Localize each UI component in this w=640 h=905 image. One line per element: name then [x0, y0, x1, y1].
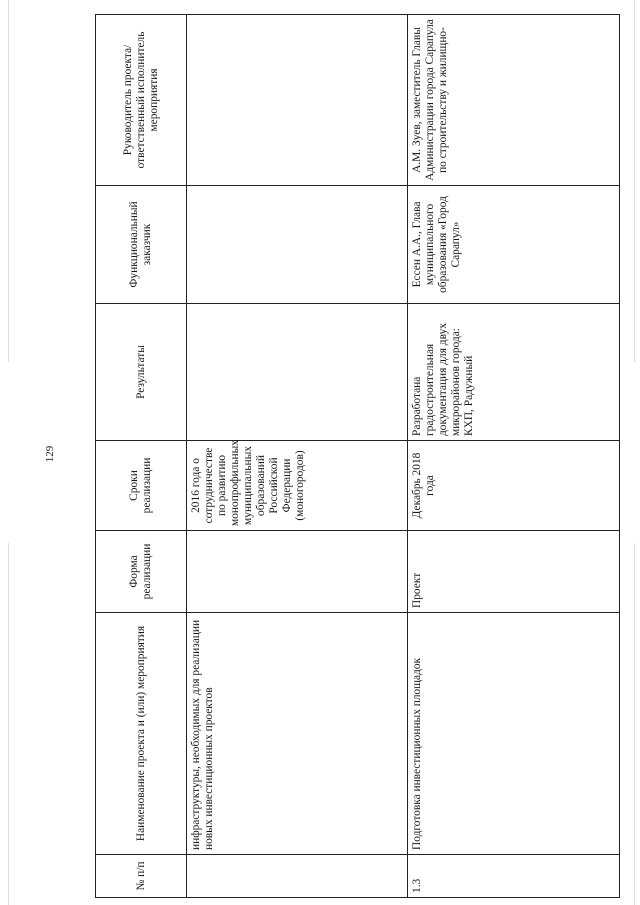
row-form: Проект: [408, 531, 620, 613]
row-manager: А.М. Зуев, заместитель Главы Администрации города Сарапула по строительству и жилищно-: [408, 15, 620, 186]
header-result: Результаты: [96, 304, 187, 441]
header-name: Наименование проекта и (или) мероприятия: [96, 613, 187, 855]
table-header-row: [96, 15, 187, 898]
row-customer: Ессен А.А., Глава муниципального образования «Город Сарапул»: [408, 186, 620, 304]
continuation-name: инфраструктуры, необходимых для реализации новых инвестиционных проектов: [187, 613, 408, 855]
header-manager: Руководитель проекта/ ответственный исполнитель мероприятия: [96, 15, 187, 186]
header-form: Форма реализации: [96, 531, 187, 613]
project-table: [95, 14, 620, 898]
rotated-table-wrapper: [95, 15, 620, 898]
row-name: Подготовка инвестиционных площадок: [408, 613, 620, 855]
row-deadline: Декабрь 2018 года: [408, 441, 620, 531]
row-result: Разработана градостроительная документация для двух микрорайонов города: КХП, Радужный: [408, 304, 620, 441]
header-customer: Функциональный заказчик: [96, 186, 187, 304]
page-number: 129: [44, 445, 56, 463]
header-deadline: Сроки реализации: [96, 441, 187, 531]
row-number: 1.3: [408, 855, 620, 898]
table-row: [408, 15, 620, 898]
continuation-deadline: 2016 года о сотрудничестве по развитию монопрофильных муниципальных образований Российской Федерации (моногородов): [187, 441, 408, 531]
table-row: [187, 15, 408, 898]
header-number: № п/п: [96, 855, 187, 898]
